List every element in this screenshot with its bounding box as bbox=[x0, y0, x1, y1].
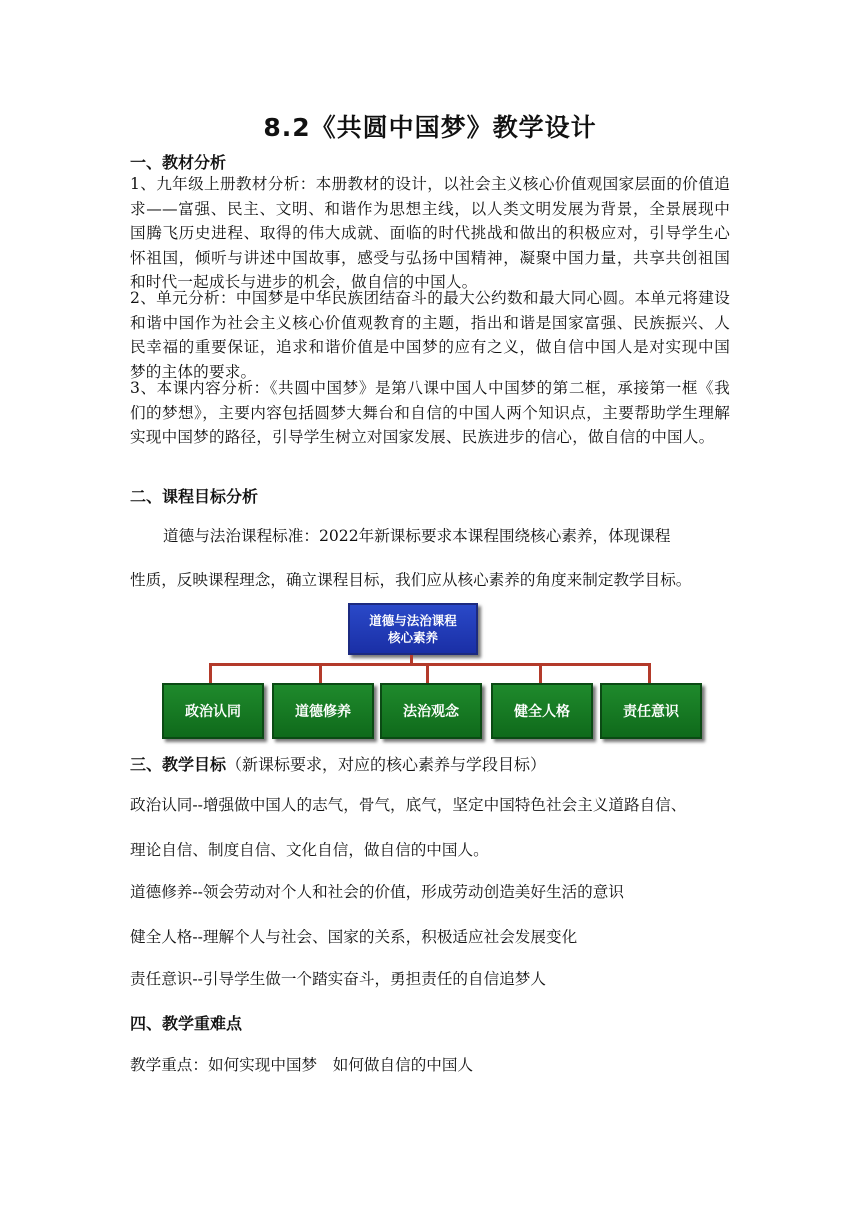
objective-moral: 道德修养--领会劳动对个人和社会的价值，形成劳动创造美好生活的意识 bbox=[130, 883, 624, 901]
literacy-box-rule-of-law: 法治观念 bbox=[380, 683, 482, 739]
connector-horizontal bbox=[209, 663, 651, 666]
curriculum-standard-line-2: 性质，反映课程理念，确立课程目标，我们应从核心素养的角度来制定教学目标。 bbox=[130, 571, 692, 589]
document-title: 8.2《共圆中国梦》教学设计 bbox=[263, 113, 597, 142]
teaching-objectives-note: （新课标要求，对应的核心素养与学段目标） bbox=[226, 755, 547, 774]
connector-branch-1 bbox=[209, 663, 212, 683]
core-literacy-root-box bbox=[348, 603, 478, 655]
section-heading-curriculum-goals: 二、课程目标分析 bbox=[130, 487, 259, 506]
paragraph-grade9-analysis: 1、九年级上册教材分析：本册教材的设计，以社会主义核心价值观国家层面的价值追求——富强、民主、文明、和谐作为思想主线，以人类文明发展为背景，全景展现中国腾飞历史进程、取得的伟大成就、面临的时代挑战和做出的积极应对，引导学生心怀祖国，倾听与讲述中国故事，感受与弘扬中国精神，凝聚中国力量，共享共创祖国和时代一起成长与进步的机会，做自信的中国人。 bbox=[130, 175, 730, 292]
literacy-box-sound-personality: 健全人格 bbox=[491, 683, 593, 739]
root-box-line-2: 核心素养 bbox=[387, 630, 438, 645]
section-heading-teaching-objectives bbox=[130, 752, 546, 775]
literacy-box-responsibility: 责任意识 bbox=[600, 683, 702, 739]
paragraph-lesson-analysis: 3、本课内容分析：《共圆中国梦》是第八课中国人中国梦的第二框，承接第一框《我们的梦想》，主要内容包括圆梦大舞台和自信的中国人两个知识点，主要帮助学生理解实现中国梦的路径，引导学生树立对国家发展、民族进步的信心，做自信的中国人。 bbox=[130, 379, 730, 447]
teaching-objectives-title: 三、教学目标 bbox=[130, 755, 227, 774]
objective-responsibility: 责任意识--引导学生做一个踏实奋斗，勇担责任的自信追梦人 bbox=[130, 970, 546, 988]
literacy-box-moral-cultivation: 道德修养 bbox=[272, 683, 374, 739]
curriculum-standard-line-1: 道德与法治课程标准：2022年新课标要求本课程围绕核心素养，体现课程 bbox=[163, 527, 671, 545]
key-points-line: 教学重点：如何实现中国梦 如何做自信的中国人 bbox=[130, 1056, 474, 1074]
objective-political-line-2: 理论自信、制度自信、文化自信，做自信的中国人。 bbox=[130, 841, 489, 859]
objective-personality: 健全人格--理解个人与社会、国家的关系，积极适应社会发展变化 bbox=[130, 928, 578, 946]
core-literacy-diagram bbox=[160, 600, 700, 744]
connector-branch-4 bbox=[539, 663, 542, 683]
objective-political-line-1: 政治认同--增强做中国人的志气，骨气，底气，坚定中国特色社会主义道路自信、 bbox=[130, 796, 687, 814]
section-heading-textbook-analysis: 一、教材分析 bbox=[130, 153, 227, 172]
root-box-line-1: 道德与法治课程 bbox=[369, 613, 457, 628]
connector-branch-3 bbox=[426, 663, 429, 683]
paragraph-unit-analysis: 2、单元分析：中国梦是中华民族团结奋斗的最大公约数和最大同心圆。本单元将建设和谐中国作为社会主义核心价值观教育的主题，指出和谐是国家富强、民族振兴、人民幸福的重要保证，追求和谐价值是中国梦的应有之义，做自信中国人是对实现中国梦的主体的要求。 bbox=[130, 289, 730, 381]
section-heading-key-points: 四、教学重难点 bbox=[130, 1014, 243, 1033]
literacy-box-political-identity: 政治认同 bbox=[162, 683, 264, 739]
connector-branch-2 bbox=[319, 663, 322, 683]
connector-branch-5 bbox=[648, 663, 651, 683]
